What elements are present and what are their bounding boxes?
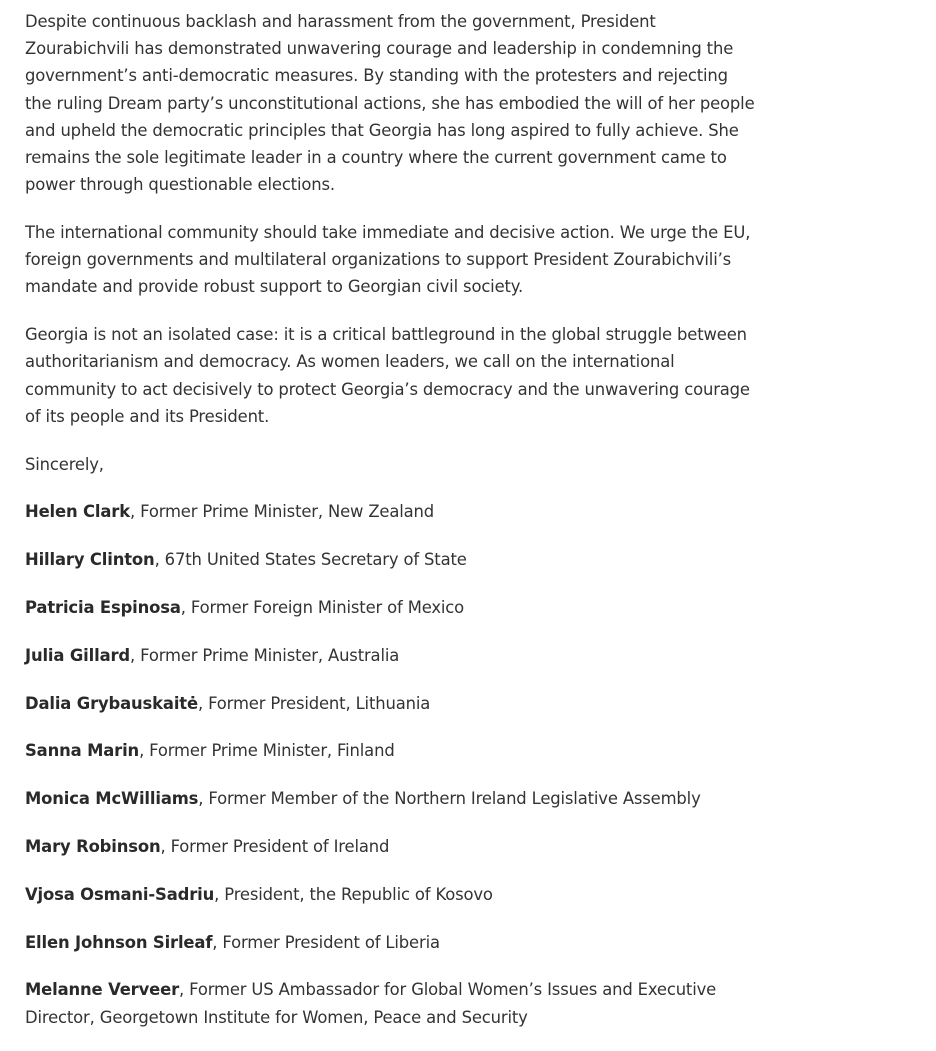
signatory-title: , Former Foreign Minister of Mexico <box>180 598 465 618</box>
signatory-name: Ellen Johnson Sirleaf <box>25 932 213 952</box>
signatory-name: Hillary Clinton <box>25 550 155 570</box>
signatory-title: , President, the Republic of Kosovo <box>214 884 493 904</box>
signatory-item <box>25 833 755 860</box>
signatory-title: , Former US Ambassador for Global Women’s Issues and Executive Director, Georgetown Institute for Women, Peace and Security <box>25 980 717 1027</box>
signatory-name: Patricia Espinosa <box>25 598 181 618</box>
signatory-name: Mary Robinson <box>25 837 161 856</box>
signatory-item <box>25 976 755 1030</box>
signatory-item <box>25 690 755 717</box>
paragraph-battleground: Georgia is not an isolated case: it is a critical battleground in the global struggle between authoritarianism and democracy. As women leaders, we call on the international community to act decisively to protect Georgia’s democracy and the unwavering courage of its people and its President. <box>25 325 750 426</box>
signatory-title: , Former Member of the Northern Ireland Legislative Assembly <box>198 789 701 809</box>
signatory-title: , Former Prime Minister, Finland <box>139 741 395 761</box>
signatory-name: Vjosa Osmani-Sadriu <box>25 884 215 904</box>
signatory-item <box>25 881 755 908</box>
closing-salutation: Sincerely, <box>25 454 104 474</box>
signatory-item <box>25 498 755 525</box>
paragraph-backlash: Despite continuous backlash and harassment from the government, President Zourabichvili has demonstrated unwavering courage and leadership in condemning the government’s anti-democratic measures. By standing with the protesters and rejecting the ruling Dream party’s unconstitutional actions, she has embodied the will of her people and upheld the democratic principles that Georgia has long aspired to fully achieve. She remains the sole legitimate leader in a country where the current government came to power through questionable elections. <box>25 12 755 195</box>
signatory-title: , Former President of Ireland <box>160 837 390 856</box>
signatory-item <box>25 642 755 669</box>
signatory-item <box>25 737 755 764</box>
signatory-title: , 67th United States Secretary of State <box>154 550 467 570</box>
signatory-name: Monica McWilliams <box>25 789 199 809</box>
paragraph-international-action: The international community should take immediate and decisive action. We urge the EU, foreign governments and multilateral organizations to support President Zourabichvili’s mandate and provide robust support to Georgian civil society. <box>25 223 751 297</box>
signatory-item <box>25 929 755 956</box>
signatory-name: Julia Gillard <box>25 645 131 665</box>
signatory-name: Sanna Marin <box>25 741 140 761</box>
signatory-item <box>25 594 755 621</box>
signatory-item <box>25 785 755 812</box>
signatory-name: Helen Clark <box>25 502 130 522</box>
letter-body <box>25 8 755 1051</box>
signatory-title: , Former Prime Minister, Australia <box>130 645 400 665</box>
signatory-item <box>25 546 755 573</box>
signatory-title: , Former Prime Minister, New Zealand <box>130 502 435 522</box>
signatory-name: Dalia Grybauskaitė <box>25 693 198 713</box>
signatory-name: Melanne Verveer <box>25 980 180 1000</box>
signatory-title: , Former President of Liberia <box>212 932 440 952</box>
signatory-title: , Former President, Lithuania <box>197 693 431 713</box>
